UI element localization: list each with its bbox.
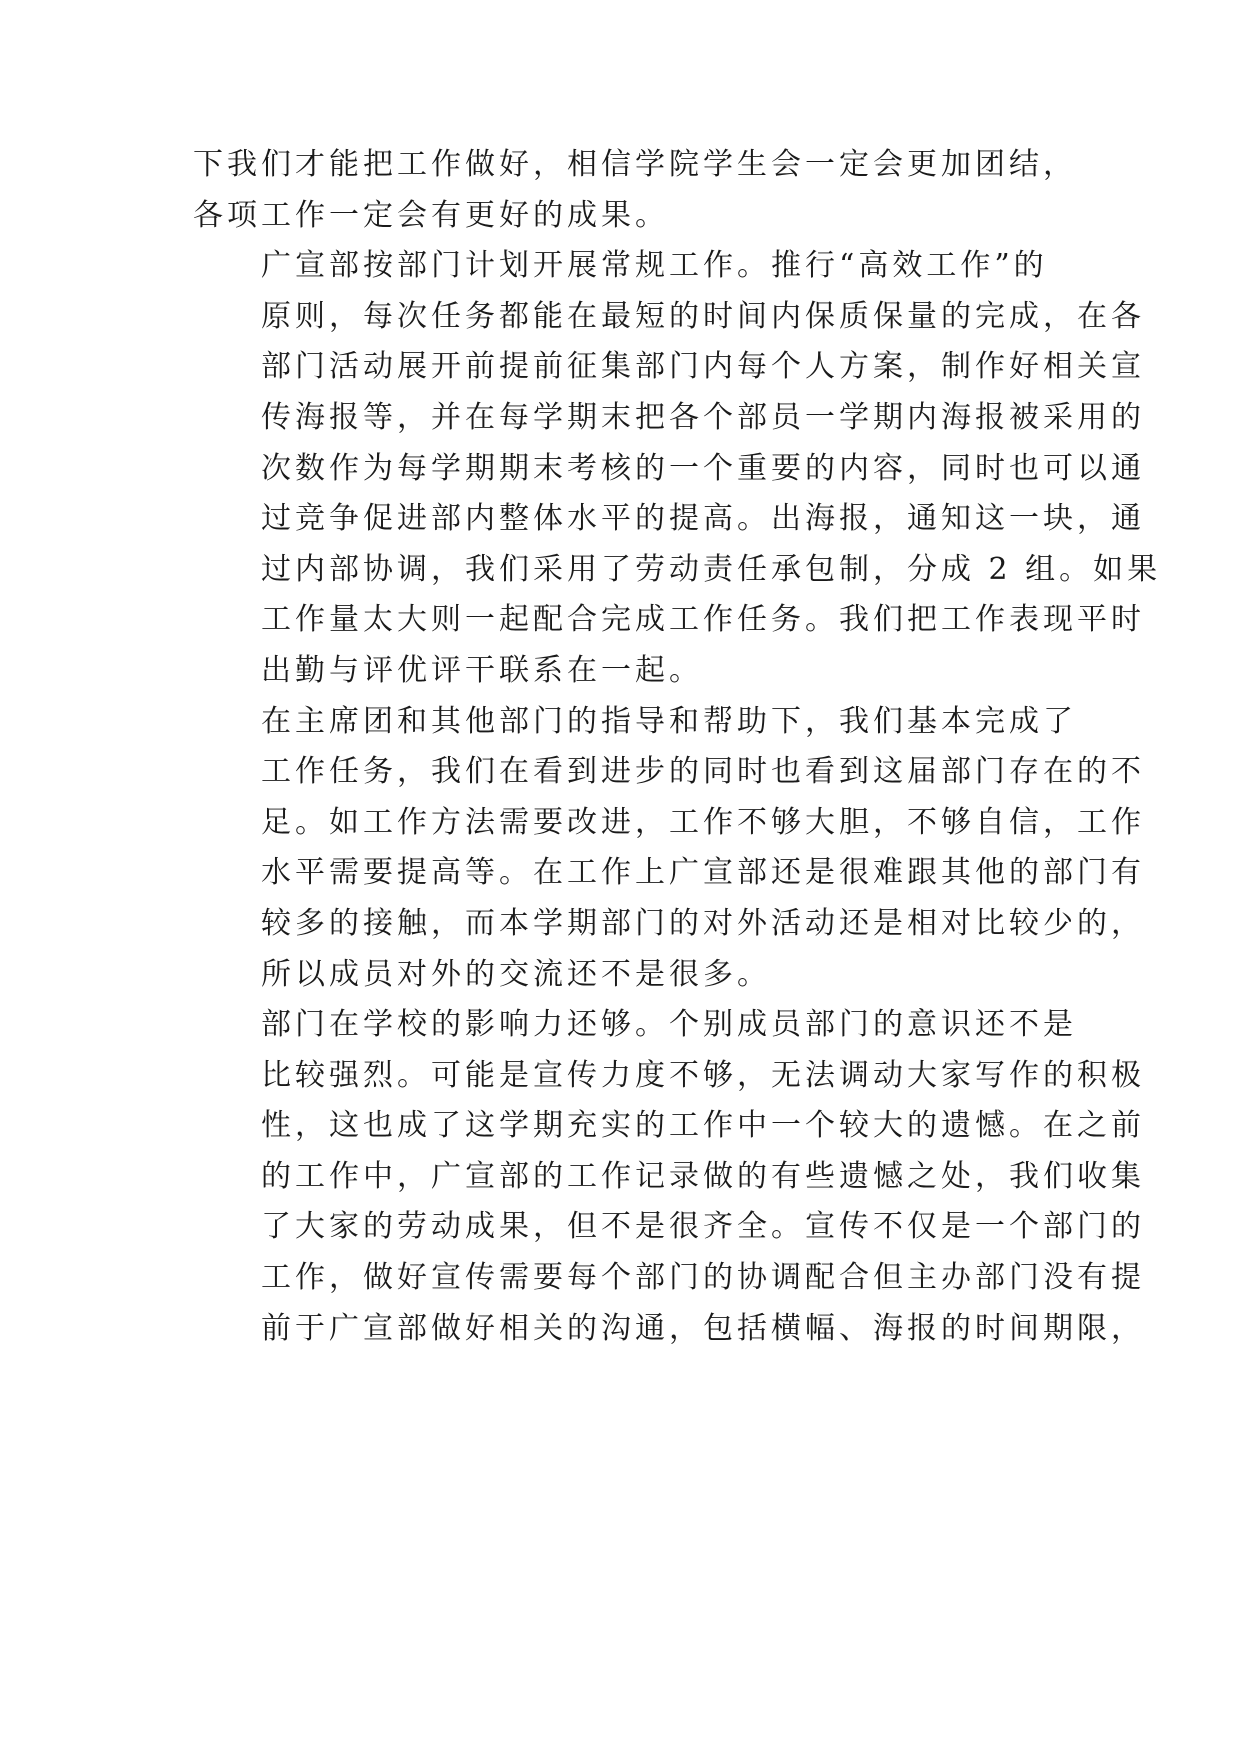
text-line: 工作任务，我们在看到进步的同时也看到这届部门存在的不 (261, 754, 1145, 790)
text-line: 部门在学校的影响力还够。个别成员部门的意识还不是 (261, 1007, 1077, 1043)
paragraph-3 (193, 697, 1145, 1001)
text-line: 所以成员对外的交流还不是很多。 (261, 956, 771, 992)
text-line: 部门活动展开前提前征集部门内每个人方案，制作好相关宣 (261, 349, 1145, 385)
text-line: 原则，每次任务都能在最短的时间内保质保量的完成，在各 (261, 298, 1145, 334)
text-line: 广宣部按部门计划开展常规工作。推行“高效工作”的 (261, 248, 1048, 284)
text-line: 性，这也成了这学期充实的工作中一个较大的遗憾。在之前 (261, 1108, 1145, 1144)
text-line: 的工作中，广宣部的工作记录做的有些遗憾之处，我们收集 (261, 1158, 1145, 1194)
text-line: 前于广宣部做好相关的沟通，包括横幅、海报的时间期限， (261, 1310, 1145, 1346)
paragraph-1 (193, 140, 1077, 241)
text-line: 下我们才能把工作做好，相信学院学生会一定会更加团结， (193, 147, 1077, 182)
text-line: 较多的接触，而本学期部门的对外活动还是相对比较少的， (261, 905, 1145, 941)
text-line: 足。如工作方法需要改进，工作不够大胆，不够自信，工作 (261, 804, 1145, 840)
text-line: 在主席团和其他部门的指导和帮助下，我们基本完成了 (261, 703, 1077, 739)
text-line: 出勤与评优评干联系在一起。 (261, 652, 703, 688)
document-body (193, 140, 1162, 1354)
text-line: 工作，做好宣传需要每个部门的协调配合但主办部门没有提 (261, 1260, 1145, 1296)
paragraph-4 (193, 1000, 1145, 1354)
text-line: 水平需要提高等。在工作上广宣部还是很难跟其他的部门有 (261, 855, 1145, 891)
text-line: 过内部协调，我们采用了劳动责任承包制，分成 2 组。如果 (261, 551, 1162, 587)
text-line: 各项工作一定会有更好的成果。 (193, 197, 669, 233)
text-line: 比较强烈。可能是宣传力度不够，无法调动大家写作的积极 (261, 1057, 1145, 1093)
paragraph-2 (193, 241, 1162, 696)
text-line: 传海报等，并在每学期末把各个部员一学期内海报被采用的 (261, 399, 1145, 435)
text-line: 工作量太大则一起配合完成工作任务。我们把工作表现平时 (261, 602, 1145, 638)
text-line: 了大家的劳动成果，但不是很齐全。宣传不仅是一个部门的 (261, 1209, 1145, 1245)
text-line: 过竞争促进部内整体水平的提高。出海报，通知这一块，通 (261, 501, 1145, 537)
text-line: 次数作为每学期期末考核的一个重要的内容，同时也可以通 (261, 450, 1145, 486)
